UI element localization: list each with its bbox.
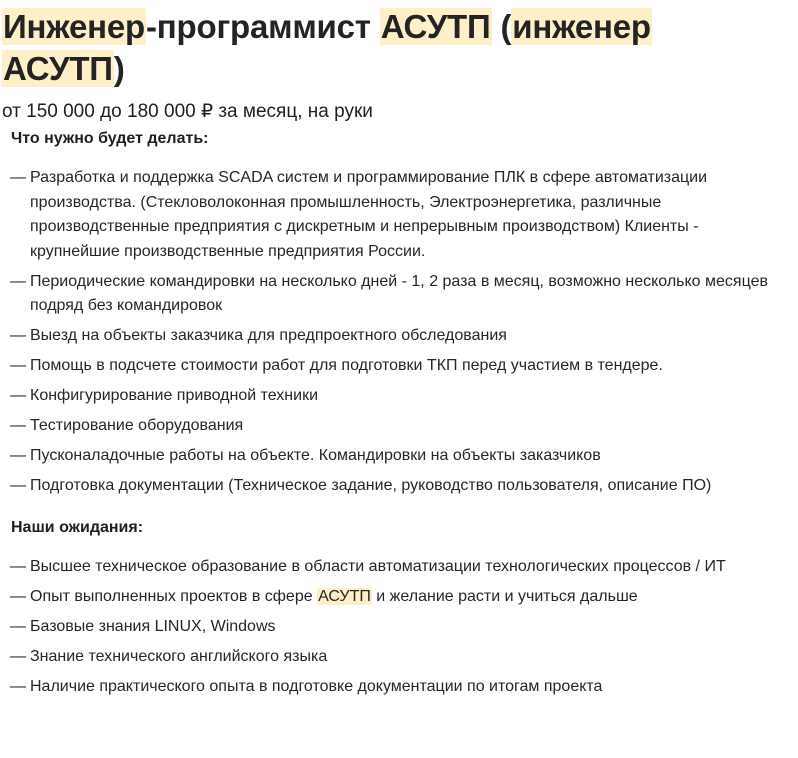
title-highlight-engineer: Инженер: [3, 8, 146, 45]
list-item-text: Помощь в подсчете стоимости работ для подготовки ТКП перед участием в тендере.: [30, 357, 663, 374]
dash-bullet: —: [10, 387, 26, 404]
dash-bullet: —: [10, 417, 26, 434]
list-item-text: Базовые знания LINUX, Windows: [30, 617, 276, 635]
dash-bullet: —: [10, 677, 26, 695]
list-item-text: Подготовка документации (Техническое задание, руководство пользователя, описание ПО): [30, 477, 712, 494]
dash-bullet: —: [10, 587, 26, 605]
dash-bullet: —: [10, 272, 26, 290]
title-highlight-engineer-2: инженер: [512, 8, 651, 45]
salary-text: от 150 000 до 180 000 ₽ за месяц, на руки: [2, 101, 373, 122]
dash-bullet: —: [10, 327, 26, 344]
expectations-heading: Наши ожидания:: [11, 518, 144, 536]
dash-bullet: —: [10, 477, 26, 494]
title-highlight-asutp-2: АСУТП: [3, 50, 113, 87]
list-item: [10, 384, 782, 409]
list-item-text: Тестирование оборудования: [30, 417, 244, 434]
duties-list: [2, 166, 782, 499]
list-item-text: Выезд на объекты заказчика для предпроектного обследования: [30, 327, 507, 344]
list-item: [10, 675, 782, 700]
list-item: [10, 324, 782, 349]
list-item: [10, 585, 782, 610]
title-text-programmer: -программист: [146, 8, 380, 45]
list-item: [10, 166, 782, 264]
list-item: [10, 615, 782, 640]
dash-bullet: —: [10, 447, 26, 464]
list-item: [10, 645, 782, 670]
dash-bullet: —: [10, 617, 26, 635]
list-item-text: Опыт выполненных проектов в сфере: [30, 587, 318, 605]
list-item-text: Высшее техническое образование в области автоматизации технологических процессов / ИТ: [30, 557, 726, 575]
dash-bullet: —: [10, 557, 26, 575]
list-item: [10, 444, 782, 469]
list-item-text: Наличие практического опыта в подготовке документации по итогам проекта: [30, 677, 603, 695]
list-item-text: Конфигурирование приводной техники: [30, 387, 319, 404]
expectations-list: [2, 555, 782, 700]
dash-bullet: —: [10, 169, 26, 186]
list-item: [10, 474, 782, 499]
list-item-text: Пусконаладочные работы на объекте. Командировки на объекты заказчиков: [30, 447, 601, 464]
list-item-text: Периодические командировки на несколько дней - 1, 2 раза в месяц, возможно несколько месяцев подряд без командировок: [30, 272, 768, 314]
list-item-text: и желание расти и учиться дальше: [371, 587, 638, 605]
list-item-text: Знание технического английского языка: [30, 647, 328, 665]
dash-bullet: —: [10, 357, 26, 374]
list-item: [10, 270, 782, 319]
list-item: [10, 414, 782, 439]
list-item: [10, 555, 782, 580]
vacancy-title: [2, 6, 798, 90]
title-text-close-paren: ): [113, 50, 125, 87]
list-item-text: Разработка и поддержка SCADA систем и программирование ПЛК в сфере автоматизации производства. (Стекловолоконная промышленность, Электроэнергетика, различные производственные предприятия с дискретным и непрерывным производством) Клиенты - крупнейшие производственные предприятия России.: [30, 169, 708, 260]
duties-heading: Что нужно будет делать:: [11, 130, 209, 147]
dash-bullet: —: [10, 647, 26, 665]
highlight-asutp: АСУТП: [318, 587, 371, 605]
list-item: [10, 354, 782, 379]
title-highlight-asutp: АСУТП: [380, 8, 491, 45]
title-text-paren: (: [491, 8, 512, 45]
